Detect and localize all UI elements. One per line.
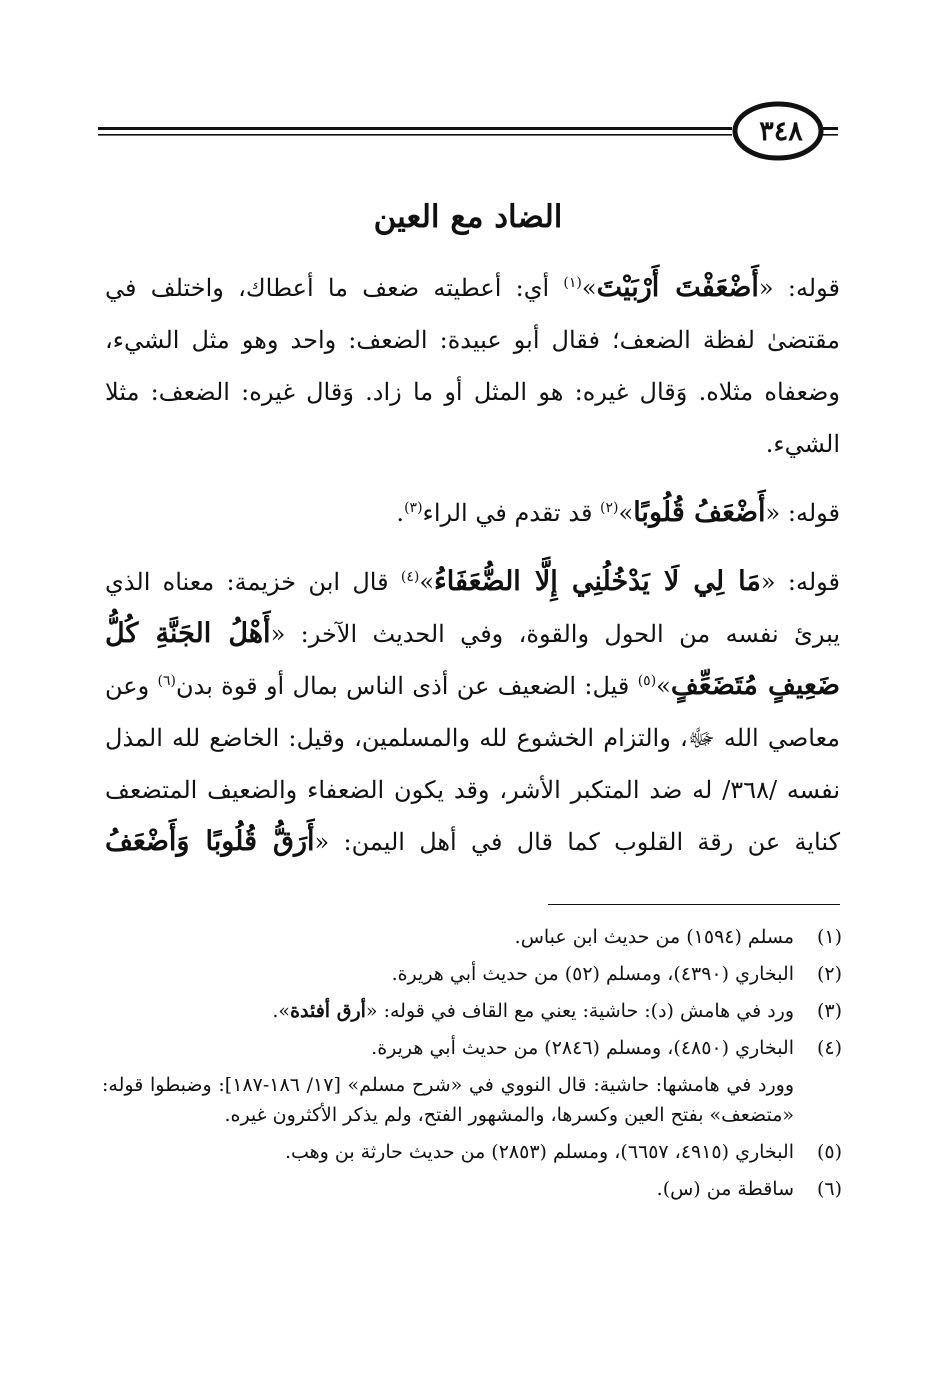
footnote-number: (٢) bbox=[816, 963, 842, 985]
paragraph-text: قد تقدم في الراء bbox=[422, 499, 601, 527]
footnote-2 bbox=[102, 959, 842, 989]
page-number: ٣٤٨ bbox=[759, 115, 803, 147]
footnote-3 bbox=[102, 996, 842, 1026]
footnote-4 bbox=[102, 1033, 842, 1063]
footnote-text: ساقطة من (س). bbox=[656, 1178, 794, 1200]
hadith-quote: أَضْعَفُ قُلُوبًا bbox=[633, 497, 766, 528]
paragraph-3 bbox=[105, 556, 840, 868]
footnote-ref: (١) bbox=[563, 275, 582, 291]
footnote-5 bbox=[102, 1137, 842, 1167]
footnote-text: البخاري (٤٨٥٠)، ومسلم (٢٨٤٦) من حديث أبي هريرة. bbox=[371, 1037, 794, 1059]
footnotes bbox=[102, 922, 842, 1211]
footnote-text: البخاري (٤٣٩٠)، ومسلم (٥٢) من حديث أبي هريرة. bbox=[391, 963, 794, 985]
paragraph-text: قوله: « bbox=[760, 568, 841, 596]
footnote-number: (٤) bbox=[816, 1037, 842, 1059]
footnote-1 bbox=[102, 922, 842, 952]
footnote-number: (١) bbox=[816, 926, 842, 948]
header-rule bbox=[98, 96, 838, 166]
footnote-ref: (٦) bbox=[157, 673, 176, 689]
footnote-text: مسلم (١٥٩٤) من حديث ابن عباس. bbox=[514, 926, 794, 948]
paragraph-text: أي: أعطيته ضعف ما أعطاك، واختلف في مقتضىٰ لفظة الضعف؛ فقال أبو عبيدة: الضعف: واحد وهو مثل الشيء، وضعفاه مثلاه. وَقال غيره: هو المثل أو ما زاد. وَقال غيره: الضعف: مثلا الشيء. bbox=[105, 274, 840, 458]
body-text bbox=[105, 262, 840, 885]
footnote-text-part: ورد في هامش (د): حاشية: يعني مع القاف في قوله: « bbox=[365, 1000, 794, 1022]
paragraph-text: قوله: « bbox=[758, 274, 840, 302]
footnote-text-part: ». bbox=[272, 1000, 291, 1022]
footnote-text: البخاري (٤٩١٥، ٦٦٥٧)، ومسلم (٢٨٥٣) من حديث حارثة بن وهب. bbox=[284, 1141, 794, 1163]
footnote-ref: (٥) bbox=[637, 673, 657, 689]
footnote-ref: (٢) bbox=[600, 500, 619, 516]
paragraph-text: . bbox=[396, 499, 405, 527]
footnote-text bbox=[102, 996, 794, 1026]
section-title: الضاد مع العين bbox=[373, 199, 563, 235]
footnote-number: (٦) bbox=[816, 1178, 842, 1200]
paragraph-2 bbox=[105, 487, 840, 539]
paragraph-text: » bbox=[656, 672, 671, 700]
footnote-number: (٣) bbox=[816, 1000, 842, 1022]
footnote-separator bbox=[548, 904, 840, 905]
paragraph-text: » bbox=[618, 499, 634, 527]
hadith-quote: أَرَقُّ قُلُوبًا وَأَضْعَفُ bbox=[105, 826, 315, 857]
hadith-quote: مَا لِي لَا يَدْخُلُنِي إِلَّا الضُّعَفَاءُ bbox=[434, 566, 761, 597]
footnote-ref: (٤) bbox=[400, 569, 420, 585]
paragraph-text: قال ابن خزيمة: معناه الذي يبرئ نفسه من الحول والقوة، وفي الحديث الآخر: « bbox=[105, 568, 841, 648]
paragraph-1 bbox=[105, 262, 840, 470]
footnote-4-continuation: وورد في هامشها: حاشية: قال النووي في «شرح مسلم» [١٧/ ١٨٦-١٨٧]: وضبطوا قوله: «متضعف» بفتح العين وكسرها، والمشهور الفتح، ولم يذكر الأكثرون غيره. bbox=[102, 1074, 794, 1126]
hadith-quote: أَضْعَفْتَ أَرْبَيْتَ bbox=[596, 272, 759, 303]
paragraph-text: قيل: الضعيف عن أذى الناس بمال أو قوة بدن bbox=[175, 672, 638, 700]
page-header bbox=[98, 96, 838, 166]
hadith-quote: أَهْلُ الجَنَّةِ كُلُّ ضَعِيفٍ مُتَضَعِّفٍ bbox=[105, 618, 840, 701]
paragraph-text: » bbox=[419, 568, 435, 596]
paragraph-text: وعن معاصي الله ﷻ، والتزام الخشوع لله والمسلمين، وقيل: الخاضع لله المذل نفسه /٣٦٨/ له ضد المتكبر الأشر، وقد يكون الضعفاء والضعيف المتضعف كناية عن رقة القلوب كما قال في أهل اليمن: « bbox=[105, 672, 841, 856]
paragraph-text: » bbox=[581, 274, 597, 302]
footnote-ref: (٣) bbox=[404, 500, 423, 516]
footnote-number: (٥) bbox=[816, 1141, 842, 1163]
footnote-quote: أرق أفئدة bbox=[290, 1000, 366, 1022]
paragraph-text: قوله: « bbox=[765, 499, 840, 527]
footnote-6 bbox=[102, 1174, 842, 1204]
